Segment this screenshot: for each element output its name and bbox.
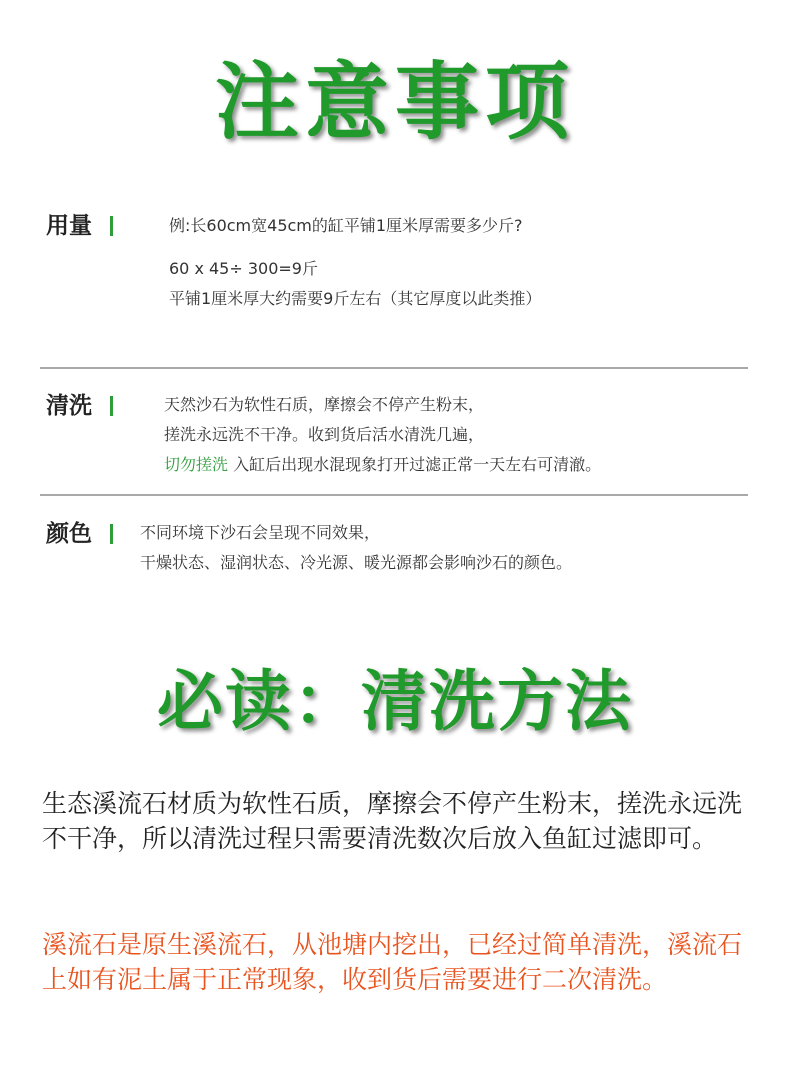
- cleaning-line-3: [164, 450, 601, 480]
- usage-line-1: 例:长60cm宽45cm的缸平铺1厘米厚需要多少斤?: [169, 216, 523, 235]
- color-text: [140, 518, 572, 578]
- color-section: [40, 518, 750, 582]
- divider-2: [40, 494, 748, 496]
- divider-1: [40, 367, 748, 369]
- cleaning-label: 清洗: [46, 393, 92, 419]
- cleaning-line-3-rest: 入缸后出现水混现象打开过滤正常一天左右可清澈。: [228, 455, 602, 474]
- usage-line-3: 平铺1厘米厚大约需要9斤左右（其它厚度以此类推）: [169, 289, 542, 308]
- usage-label: 用量: [46, 213, 92, 239]
- color-line-1: 不同环境下沙石会呈现不同效果，: [140, 523, 381, 542]
- cleaning-text: [164, 390, 601, 480]
- cleaning-line-2: 搓洗永远洗不干净。收到货后活水清洗几遍，: [164, 425, 485, 444]
- color-label-bar: [110, 524, 113, 544]
- cleaning-method-title: 必读：清洗方法: [157, 663, 633, 740]
- color-label: 颜色: [46, 521, 92, 547]
- usage-line-2: 60 x 45÷ 300=9斤: [169, 259, 318, 278]
- usage-section: [40, 210, 750, 340]
- color-line-2: 干燥状态、湿润状态、冷光源、暖光源都会影响沙石的颜色。: [140, 553, 573, 572]
- cleaning-label-bar: [110, 396, 113, 416]
- cleaning-method-paragraph: 生态溪流石材质为软性石质，摩擦会不停产生粉末，搓洗永远洗不干净，所以清洗过程只需要清洗数次后放入鱼缸过滤即可。: [42, 789, 743, 853]
- cleaning-line-1: 天然沙石为软性石质，摩擦会不停产生粉末，: [164, 395, 485, 414]
- cleaning-notice-paragraph: 溪流石是原生溪流石，从池塘内挖出，已经过简单清洗，溪流石上如有泥土属于正常现象，收到货后需要进行二次清洗。: [42, 930, 743, 994]
- cleaning-section: [40, 390, 750, 480]
- usage-text: [169, 210, 541, 314]
- usage-label-bar: [110, 216, 113, 236]
- cleaning-warning-highlight: 切勿搓洗: [164, 455, 229, 474]
- page-title: 注意事项: [214, 53, 575, 151]
